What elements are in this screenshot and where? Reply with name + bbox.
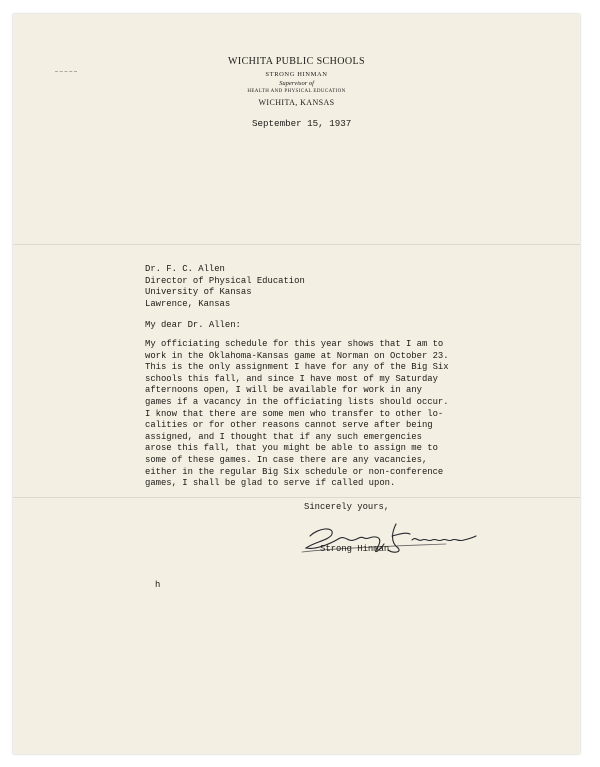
address-line: Dr. F. C. Allen (145, 264, 225, 274)
body-line: games, I shall be glad to serve if called upon. (145, 478, 396, 489)
letterhead-organization: WICHITA PUBLIC SCHOOLS (228, 56, 365, 67)
signer-name: Strong Hinman (320, 544, 390, 554)
address-line: Director of Physical Education (145, 275, 305, 286)
fold-line (13, 244, 580, 245)
body-line: some of these games. In case there are any vacancies, (145, 454, 428, 465)
letterhead-name: STRONG HINMAN (265, 71, 328, 78)
body-line: calities or for other reasons cannot serve after being (145, 420, 433, 431)
address-line: University of Kansas (145, 287, 252, 298)
salutation: My dear Dr. Allen: (145, 320, 241, 330)
body-line: arose this fall, that you might be able to assign me to (145, 443, 438, 454)
letter-body (145, 339, 449, 490)
body-line: This is the only assignment I have for any of the Big Six (145, 362, 449, 373)
typist-initials: h (155, 580, 161, 590)
body-line: either in the regular Big Six schedule or non-conference (145, 466, 444, 477)
body-line: I know that there are some men who transfer to other lo- (145, 408, 444, 419)
body-line: afternoons open, I will be available for work in any (145, 385, 422, 396)
recipient-address (145, 264, 305, 310)
address-line: Lawrence, Kansas (145, 298, 231, 309)
body-line: My officiating schedule for this year shows that I am to (145, 339, 444, 349)
closing: Sincerely yours, (304, 502, 390, 512)
body-line: work in the Oklahoma-Kansas game at Norman on October 23. (145, 350, 449, 361)
fold-line (13, 497, 580, 498)
body-line: games if a vacancy in the officiating lists should occur. (145, 396, 449, 407)
letterhead-city: WICHITA, KANSAS (258, 98, 335, 107)
letter-sheet (13, 14, 580, 754)
body-line: schools this fall, and since I have most of my Saturday (145, 373, 438, 384)
letterhead-department: HEALTH AND PHYSICAL EDUCATION (247, 89, 346, 94)
letterhead-title: Supervisor of (279, 80, 314, 87)
letter-date: September 15, 1937 (252, 118, 352, 129)
body-line: assigned, and I thought that if any such emergencies (145, 431, 422, 442)
